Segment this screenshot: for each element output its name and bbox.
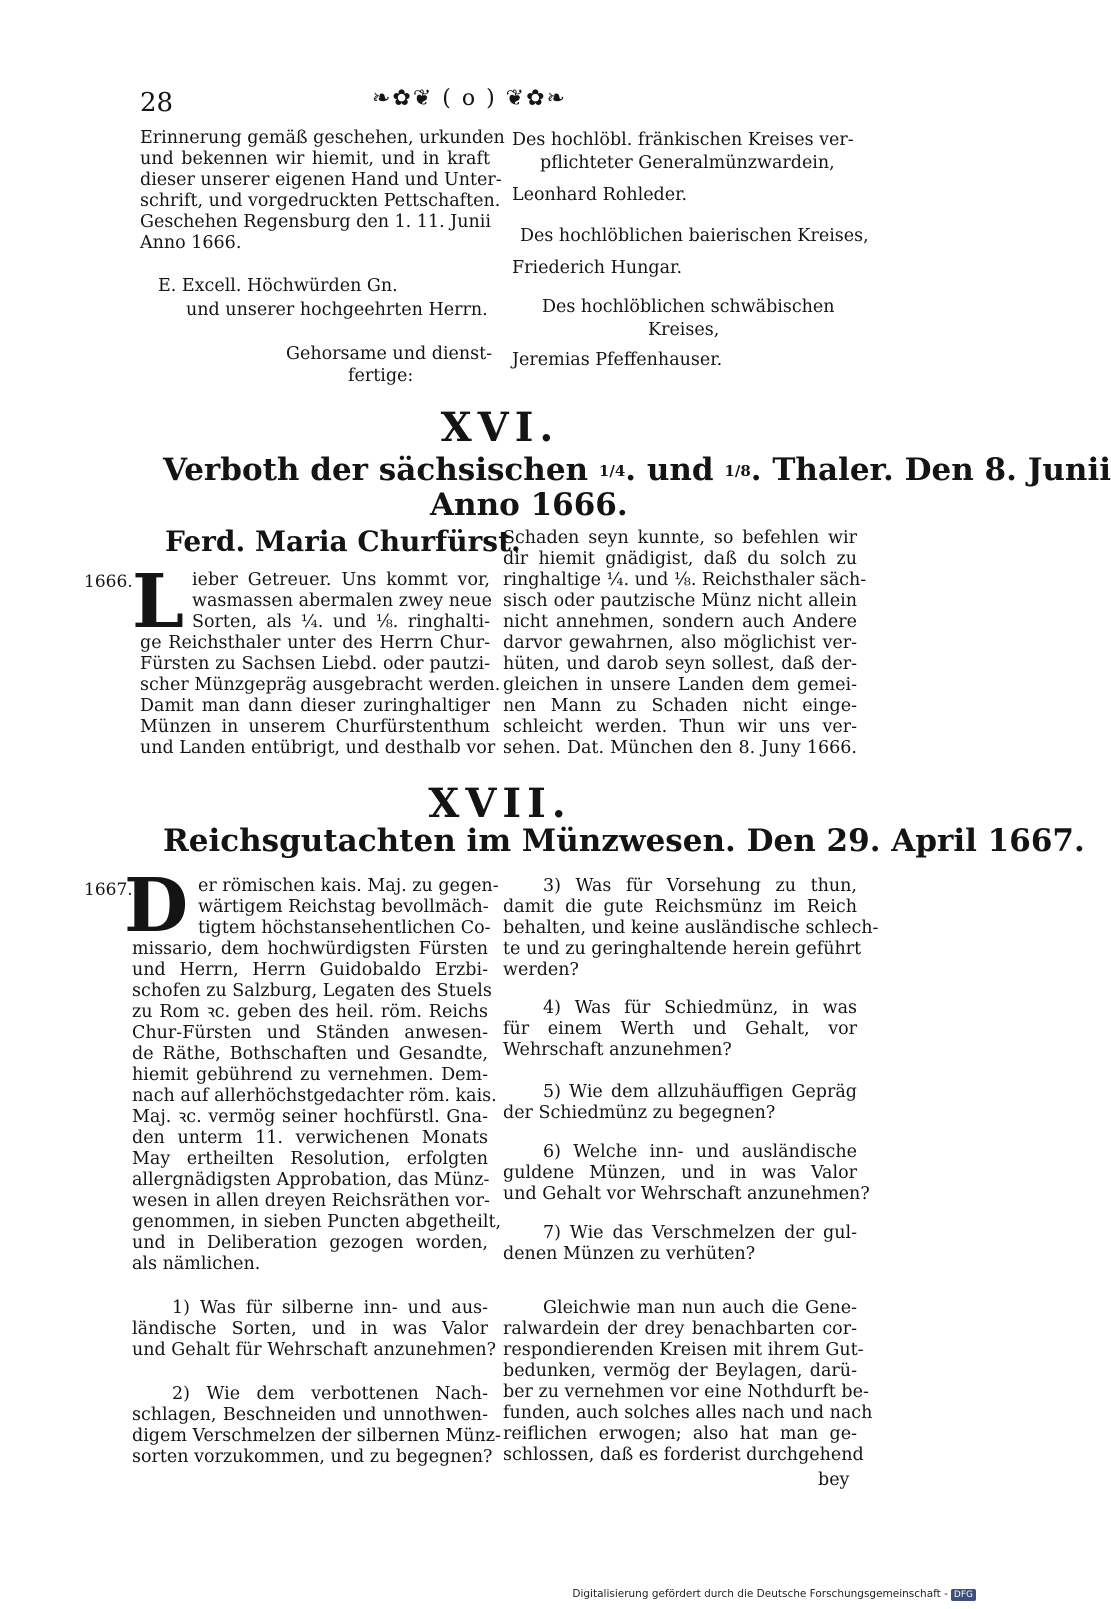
text-line: der Schiedmünz zu begegnen?: [503, 1103, 776, 1123]
section-title-date: Anno 1666.: [430, 487, 628, 523]
text-line: respondierenden Kreisen mit ihrem Gut-: [503, 1340, 864, 1360]
text-line: ralwardein der drey benachbarten cor-: [503, 1319, 857, 1339]
text-line: schlossen, daß es forderist durchgehend: [503, 1445, 864, 1465]
text-line: für einem Werth und Gehalt, vor: [503, 1019, 857, 1039]
text-line: schlagen, Beschneiden und unnothwen-: [132, 1405, 488, 1425]
closing-line: fertige:: [348, 366, 414, 386]
text-line: guldene Münzen, und in was Valor: [503, 1163, 857, 1183]
text-line: May ertheilten Resolution, erfolgten: [132, 1149, 488, 1169]
text-line: darvor gewahrnen, also möglichist ver-: [503, 633, 857, 653]
signature-office: Des hochlöbl. fränkischen Kreises ver-: [512, 130, 854, 150]
fraction-quarter: 1/4: [598, 462, 626, 480]
text-line: bedunken, vermög der Beylagen, darü-: [503, 1361, 857, 1381]
signature-name: Friederich Hungar.: [512, 258, 683, 278]
question-5: [503, 1082, 857, 1124]
xvii-left-indented: [198, 876, 499, 939]
text-line: allergnädigsten Approbation, das Münz-: [132, 1170, 490, 1190]
text-line: den unterm 11. verwichenen Monats: [132, 1128, 488, 1148]
drop-cap: D: [124, 863, 189, 949]
text-line: sehen. Dat. München den 8. Juny 1666.: [503, 738, 857, 758]
xvi-left-body: [140, 633, 501, 759]
question-1: [132, 1298, 497, 1361]
signature-name: Leonhard Rohleder.: [512, 185, 688, 205]
text-line: scher Münzgepräg ausgebracht werden.: [140, 675, 501, 695]
text-line: 3) Was für Vorsehung zu thun,: [543, 876, 857, 896]
text-line: wesen in allen dreyen Reichsräthen vor-: [132, 1191, 490, 1211]
text-line: hiemit gebührend zu vernehmen. Dem-: [132, 1065, 488, 1085]
text-line: te und zu geringhaltende herein geführt: [503, 939, 862, 959]
text-line: 7) Wie das Verschmelzen der gul-: [543, 1223, 857, 1243]
text-line: werden?: [503, 960, 579, 980]
text-line: missario, dem hochwürdigsten Fürsten: [132, 939, 488, 959]
text-line: schleicht werden. Thun wir uns ver-: [503, 717, 857, 737]
salutation-line: und unserer hochgeehrten Herrn.: [186, 300, 488, 320]
xvi-left-indented: [192, 570, 493, 633]
text-line: sisch oder pautzische Münz nicht allein: [503, 591, 857, 611]
text-line: und Gehalt für Wehrschaft anzunehmen?: [132, 1340, 497, 1360]
fraction-eighth: 1/8: [724, 462, 751, 480]
text-line: ber zu vernehmen vor eine Nothdurft be-: [503, 1382, 869, 1402]
text-line: funden, auch solches alles nach und nach: [503, 1403, 873, 1423]
text-line: schofen zu Salzburg, Legaten des Stuels: [132, 981, 492, 1001]
text-line: Anno 1666.: [140, 233, 242, 253]
text-line: 5) Wie dem allzuhäuffigen Gepräg: [543, 1082, 857, 1102]
signature-office: Des hochlöblichen schwäbischen: [542, 297, 835, 317]
page-number: 28: [140, 88, 174, 118]
text-line: ge Reichsthaler unter des Herrn Chur-: [140, 633, 490, 653]
text-line: Münzen in unserem Churfürstenthum: [140, 717, 490, 737]
text-line: Wehrschaft anzunehmen?: [503, 1040, 732, 1060]
text-line: Gleichwie man nun auch die Gene-: [543, 1298, 857, 1318]
text-line: Geschehen Regensburg den 1. 11. Junii: [140, 212, 491, 232]
text-line: nicht annehmen, sondern auch Andere: [503, 612, 857, 632]
text-line: nach auf allerhöchstgedachter röm. kais.: [132, 1086, 497, 1106]
digitization-footer: [572, 1588, 976, 1601]
text-line: reiflichen erwogen; also hat man ge-: [503, 1424, 857, 1444]
text-line: und Landen entübrigt, und desthalb vor: [140, 738, 496, 758]
text-line: 6) Welche inn- und ausländische: [543, 1142, 857, 1162]
text-line: denen Münzen zu verhüten?: [503, 1244, 756, 1264]
text-line: Maj. ꝛc. vermög seiner hochfürstl. Gna-: [132, 1107, 488, 1127]
text-line: Erinnerung gemäß geschehen, urkunden: [140, 128, 505, 148]
text-line: tigtem höchstansehentlichen Co-: [198, 918, 491, 938]
signature-name: Jeremias Pfeffenhauser.: [512, 350, 723, 370]
text-line: ringhaltige ¼. und ⅛. Reichsthaler säch-: [503, 570, 867, 590]
section-title: [163, 452, 1111, 488]
text-line: hüten, und darob seyn sollest, daß der-: [503, 654, 857, 674]
salutation-line: E. Excell. Höchwürden Gn.: [158, 276, 398, 296]
signature-office: Kreises,: [648, 320, 720, 340]
text-line: und Gehalt vor Wehrschaft anzunehmen?: [503, 1184, 870, 1204]
drop-cap: L: [132, 559, 185, 645]
text-line: ländische Sorten, und in was Valor: [132, 1319, 488, 1339]
xvi-right-body: [503, 528, 867, 759]
xvii-left-body: [132, 939, 502, 1275]
question-7: [503, 1223, 857, 1265]
text-line: dir hiemit gnädigist, daß du solch zu: [503, 549, 857, 569]
section-title-text: Verboth der sächsischen: [163, 452, 589, 488]
text-line: de Räthe, Bothschaften und Gesandte,: [132, 1044, 488, 1064]
text-line: wasmassen abermalen zwey neue: [192, 591, 493, 611]
final-paragraph: [503, 1298, 873, 1466]
text-line: dieser unserer eigenen Hand und Unter-: [140, 170, 502, 190]
text-line: sorten vorzukommen, und zu begegnen?: [132, 1447, 493, 1467]
text-line: 4) Was für Schiedmünz, in was: [543, 998, 857, 1018]
text-line: als nämlichen.: [132, 1254, 261, 1274]
text-line: und Herrn, Herrn Guidobaldo Erzbi-: [132, 960, 488, 980]
section-numeral: XVII.: [428, 780, 572, 827]
text-line: gleichen in unsere Landen dem gemei-: [503, 675, 857, 695]
text-line: wärtigem Reichstag bevollmäch-: [198, 897, 489, 917]
question-4: [503, 998, 857, 1061]
text-line: zu Rom ꝛc. geben des heil. röm. Reichs: [132, 1002, 488, 1022]
question-3: [503, 876, 879, 981]
margin-year: 1666.: [84, 572, 133, 592]
text-line: genommen, in sieben Puncten abgetheilt,: [132, 1212, 502, 1232]
dfg-logo: DFG: [951, 1589, 976, 1601]
text-line: nen Mann zu Schaden nicht einge-: [503, 696, 857, 716]
text-line: behalten, und keine ausländische schlech-: [503, 918, 879, 938]
catchword: bey: [818, 1470, 850, 1490]
text-line: er römischen kais. Maj. zu gegen-: [198, 876, 499, 896]
section-title-text: . und: [625, 452, 714, 488]
text-line: und in Deliberation gezogen worden,: [132, 1233, 488, 1253]
text-line: ieber Getreuer. Uns kommt vor,: [192, 570, 490, 590]
text-line: schrift, und vorgedruckten Pettschaften.: [140, 191, 501, 211]
text-line: damit die gute Reichsmünz im Reich: [503, 897, 857, 917]
top-left-paragraph: [140, 128, 505, 254]
section-subheading: Ferd. Maria Churfürst.: [165, 525, 521, 558]
section-numeral: XVI.: [440, 404, 560, 451]
closing-line: Gehorsame und dienst-: [286, 344, 493, 364]
text-line: Damit man dann dieser zuringhaltiger: [140, 696, 490, 716]
text-line: und bekennen wir hiemit, und in kraft: [140, 149, 490, 169]
text-line: 1) Was für silberne inn- und aus-: [172, 1298, 488, 1318]
text-line: Schaden seyn kunnte, so befehlen wir: [503, 528, 857, 548]
text-line: Chur-Fürsten und Ständen anwesen-: [132, 1023, 488, 1043]
section-title: Reichsgutachten im Münzwesen. Den 29. April 1667.: [163, 823, 1085, 859]
text-line: digem Verschmelzen der silbernen Münz-: [132, 1426, 501, 1446]
section-title-text: . Thaler. Den 8. Junii: [750, 452, 1111, 488]
signature-office: Des hochlöblichen baierischen Kreises,: [520, 226, 869, 246]
question-2: [132, 1384, 501, 1468]
text-line: 2) Wie dem verbottenen Nach-: [172, 1384, 488, 1404]
margin-year: 1667.: [84, 880, 133, 900]
header-ornament: ❧✿❦ ( o ) ❦✿❧: [372, 86, 567, 111]
signature-office: pflichteter Generalmünzwardein,: [540, 153, 835, 173]
text-line: Sorten, als ¼. und ⅛. ringhalti-: [192, 612, 490, 632]
footer-text: Digitalisierung gefördert durch die Deutsche Forschungsgemeinschaft -: [572, 1588, 948, 1600]
text-line: Fürsten zu Sachsen Liebd. oder pautzi-: [140, 654, 490, 674]
question-6: [503, 1142, 870, 1205]
